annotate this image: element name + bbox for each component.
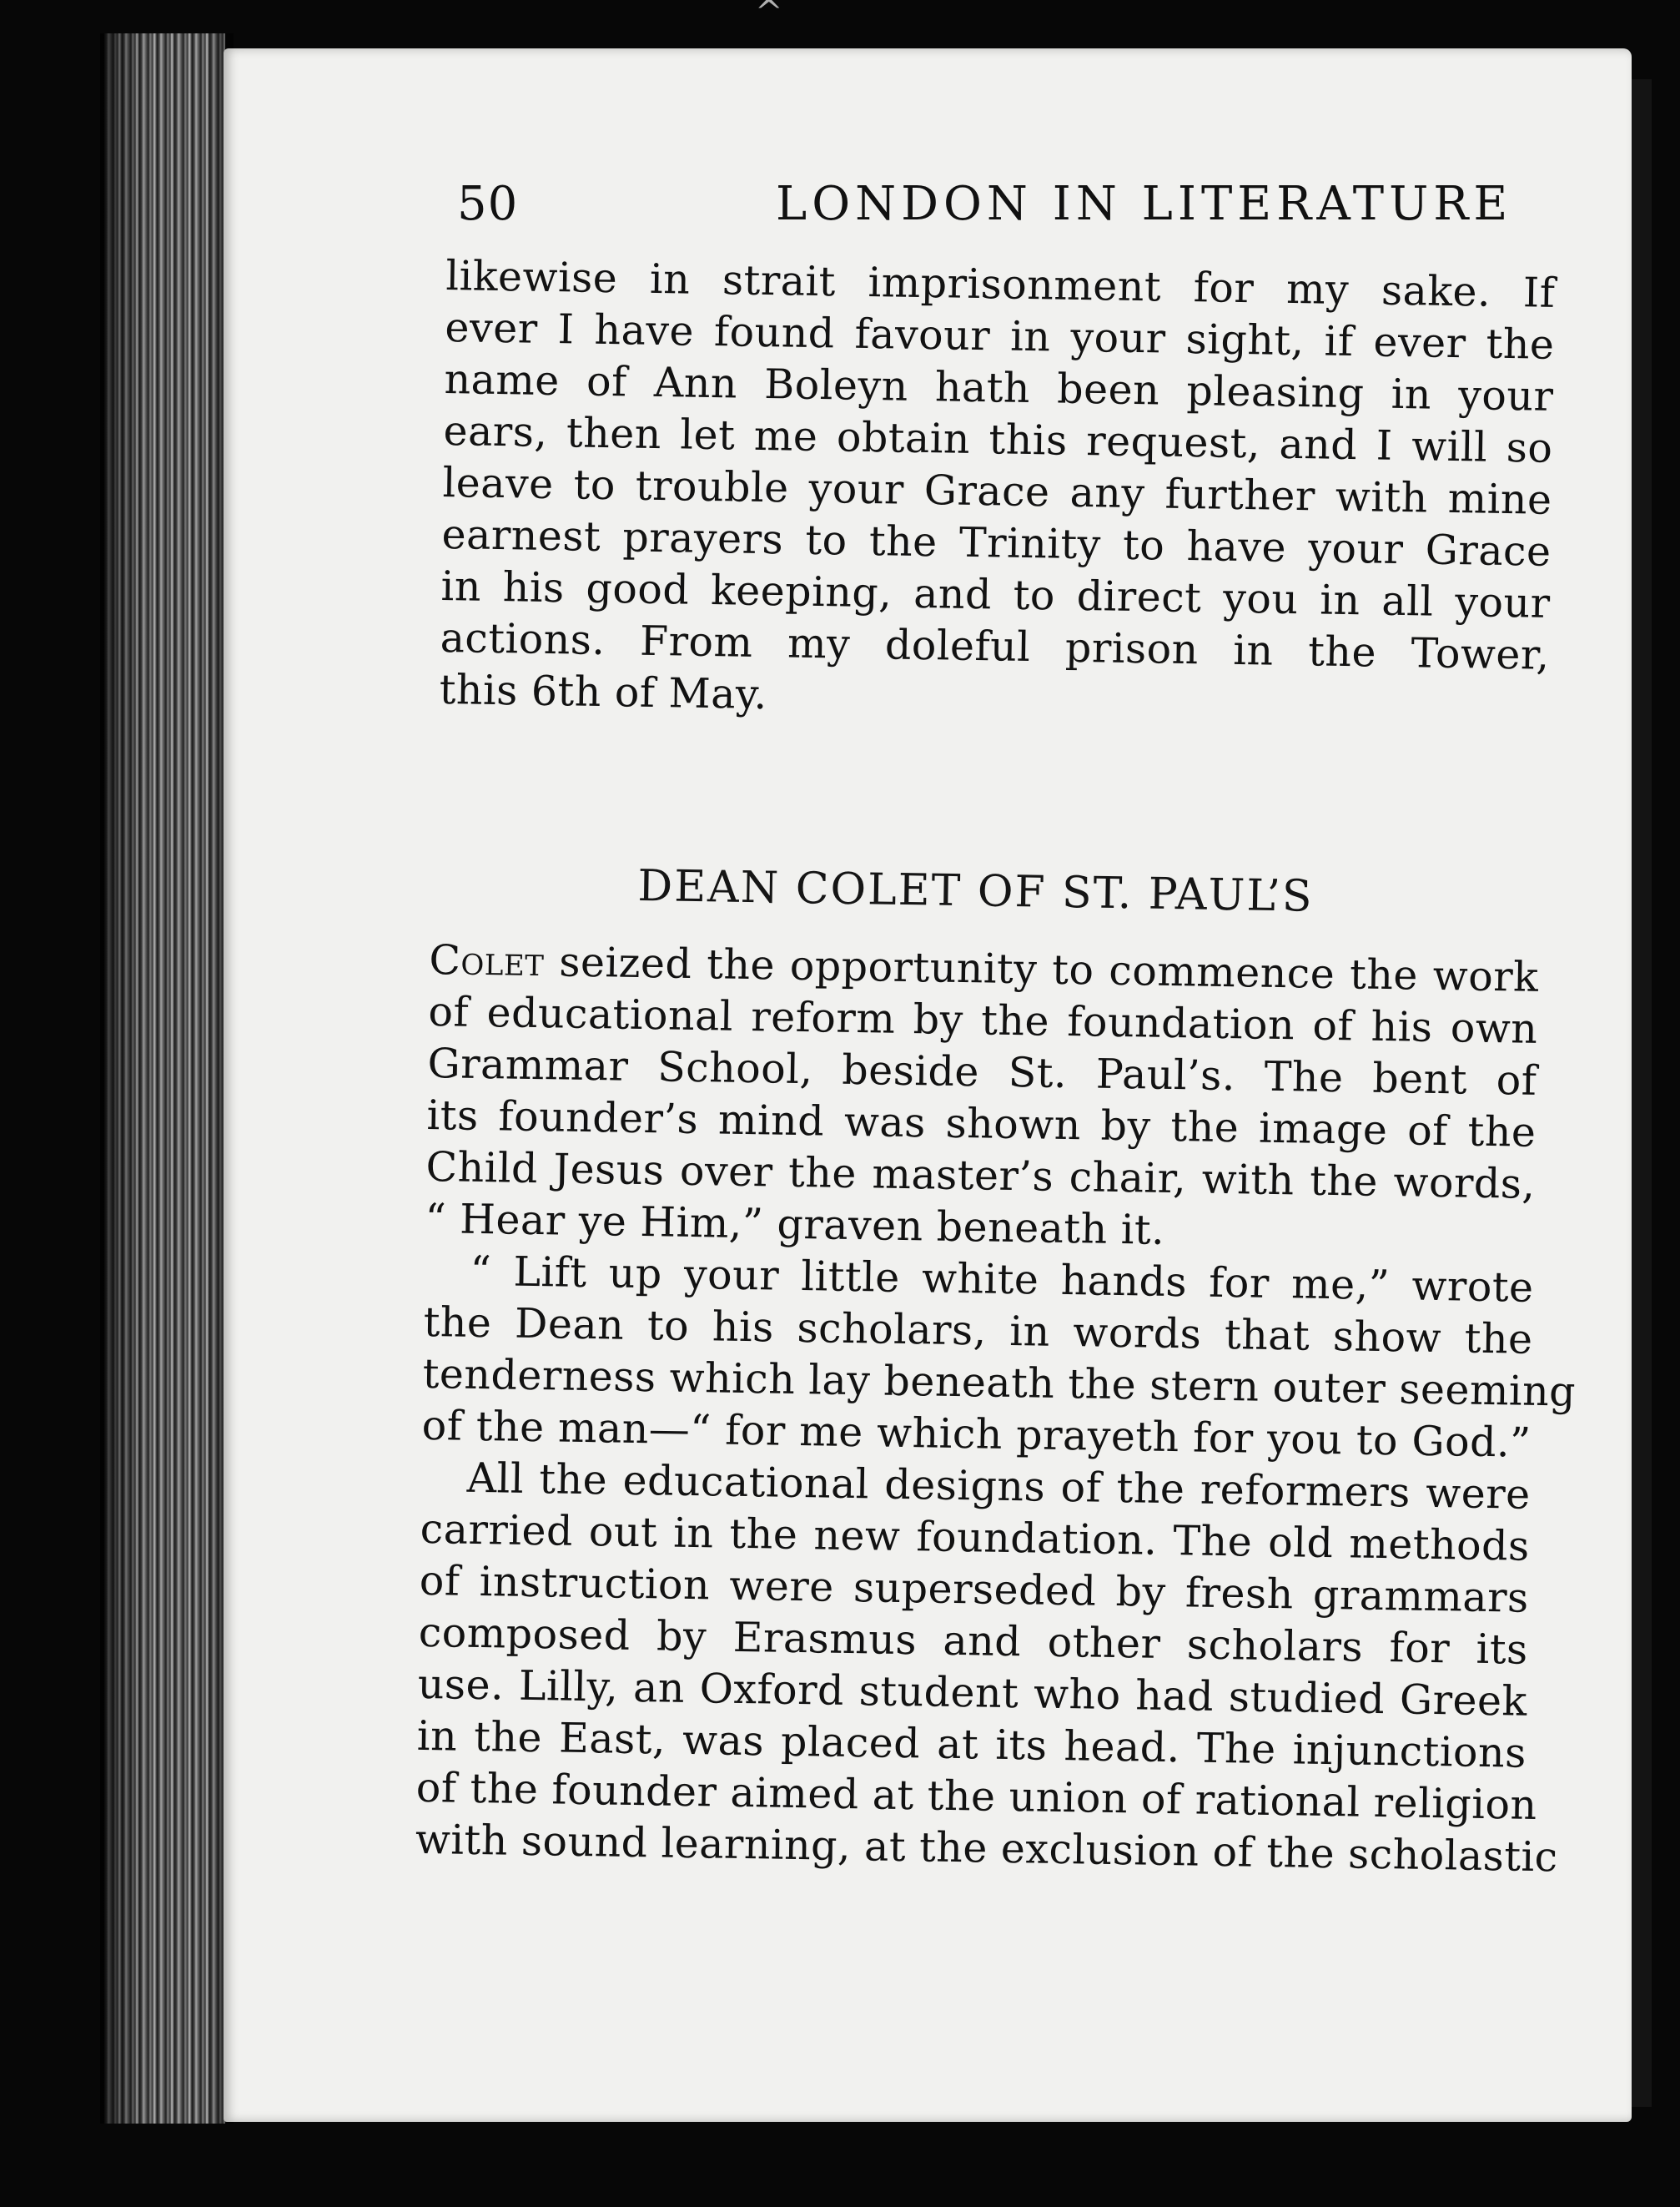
text-line: in his good keeping, and to direct you in all your [440, 562, 1551, 627]
text-line: leave to trouble your Grace any further with mine [442, 458, 1552, 524]
text-line: the Dean to his scholars, in words that show the [423, 1297, 1533, 1363]
text-line: this 6th of May. [439, 665, 768, 719]
text-line: Child Jesus over the master’s chair, with the words, [425, 1142, 1536, 1208]
text-line: name of Ann Boleyn hath been pleasing in your [444, 355, 1554, 421]
text-line: earnest prayers to the Trinity to have your Grace [441, 510, 1552, 576]
text-line: likewise in strait imprisonment for my sake. If [445, 251, 1556, 317]
text-line: of educational reform by the foundation of his own [428, 987, 1538, 1053]
page-number: 50 [457, 177, 519, 231]
upper-paragraph [439, 250, 1556, 733]
section-body [415, 935, 1577, 1883]
text-line: of the man—“ for me which prayeth for you to God.” [421, 1401, 1532, 1467]
text-line: ears, then let me obtain this request, and I will so [443, 406, 1553, 472]
text-line: “ Hear ye Him,” graven beneath it. [425, 1194, 1165, 1254]
text-line: composed by Erasmus and other scholars for its [418, 1608, 1529, 1674]
running-title: LONDON IN LITERATURE [776, 177, 1513, 231]
text-line: its founder’s mind was shown by the image of the [426, 1091, 1537, 1156]
section-heading: DEAN COLET OF ST. PAUL’S [637, 861, 1315, 922]
text-line: of instruction were superseded by fresh grammars [419, 1556, 1530, 1622]
text-line: with sound learning, at the exclusion of the scholastic [415, 1815, 1559, 1882]
book-edge-shadow [100, 33, 234, 2124]
text-line: All the educational designs of the reformers were [466, 1454, 1532, 1519]
scan-artifact-mark: ^ [755, 0, 783, 32]
text-line: tenderness which lay beneath the stern outer seeming [422, 1349, 1577, 1416]
text-line: carried out in the new foundation. The old methods [420, 1504, 1531, 1570]
text-line: actions. From my doleful prison in the Tower, [440, 613, 1550, 679]
text-line: ever I have found favour in your sight, if ever the [445, 303, 1555, 369]
text-line-rest: seized the opportunity to commence the work [544, 938, 1539, 1001]
text-line: use. Lilly, an Oxford student who had studied Greek [417, 1660, 1528, 1726]
text-line: “ Lift up your little white hands for me,” wrote [470, 1247, 1534, 1312]
text-line: in the East, was placed at its head. The injunctions [416, 1711, 1527, 1777]
text-line: of the founder aimed at the union of rational religion [415, 1763, 1537, 1829]
text-line: Grammar School, beside St. Paul’s. The bent of [427, 1039, 1537, 1105]
opening-word: Colet [429, 935, 545, 986]
